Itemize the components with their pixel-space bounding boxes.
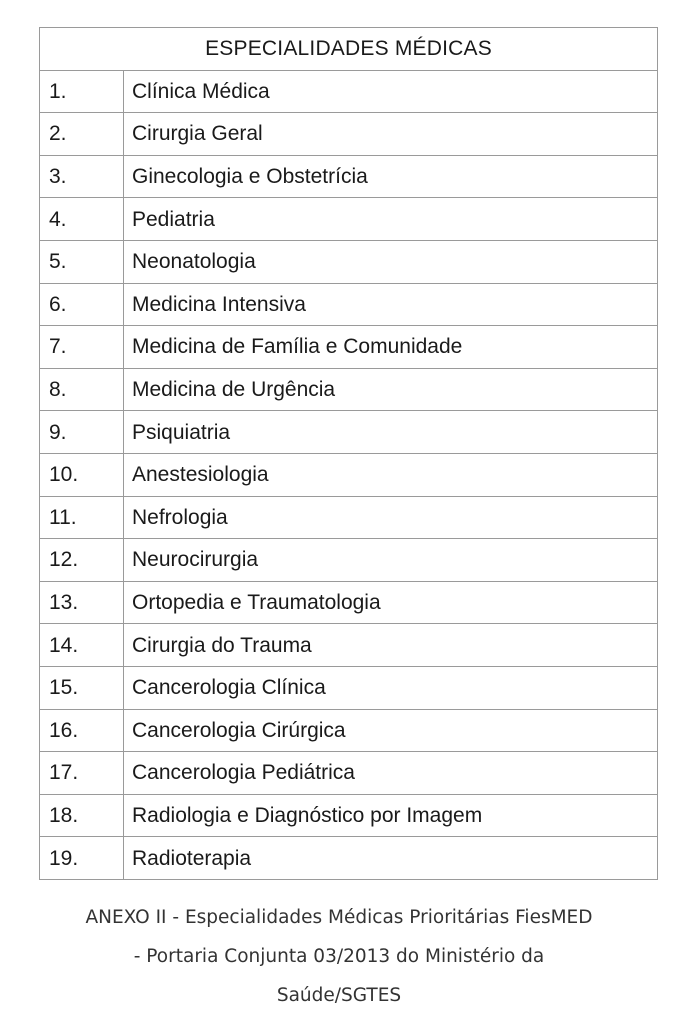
image-caption <box>20 898 658 1015</box>
table-row <box>40 709 658 752</box>
row-number: 14. <box>40 624 124 667</box>
row-number: 16. <box>40 709 124 752</box>
row-number: 6. <box>40 283 124 326</box>
row-number: 11. <box>40 496 124 539</box>
table-row <box>40 198 658 241</box>
row-specialty: Nefrologia <box>124 496 658 539</box>
row-specialty: Anestesiologia <box>124 453 658 496</box>
table-row <box>40 837 658 880</box>
table-row <box>40 155 658 198</box>
row-number: 1. <box>40 70 124 113</box>
row-specialty: Radiologia e Diagnóstico por Imagem <box>124 794 658 837</box>
row-specialty: Medicina Intensiva <box>124 283 658 326</box>
table-row <box>40 624 658 667</box>
row-number: 10. <box>40 453 124 496</box>
table-row <box>40 70 658 113</box>
row-number: 15. <box>40 666 124 709</box>
table-header-row <box>40 28 658 71</box>
row-number: 19. <box>40 837 124 880</box>
table-row <box>40 539 658 582</box>
row-number: 18. <box>40 794 124 837</box>
caption-line-3: Saúde/SGTES <box>276 985 402 1006</box>
row-number: 17. <box>40 752 124 795</box>
row-specialty: Ortopedia e Traumatologia <box>124 581 658 624</box>
table-row <box>40 326 658 369</box>
table-body <box>40 70 658 879</box>
row-specialty: Cirurgia Geral <box>124 113 658 156</box>
table-row <box>40 113 658 156</box>
table-row <box>40 368 658 411</box>
table-row <box>40 453 658 496</box>
row-number: 7. <box>40 326 124 369</box>
row-specialty: Cancerologia Clínica <box>124 666 658 709</box>
row-specialty: Neurocirurgia <box>124 539 658 582</box>
row-number: 12. <box>40 539 124 582</box>
row-specialty: Medicina de Família e Comunidade <box>124 326 658 369</box>
row-specialty: Pediatria <box>124 198 658 241</box>
table-row <box>40 794 658 837</box>
table-row <box>40 496 658 539</box>
row-number: 8. <box>40 368 124 411</box>
row-number: 4. <box>40 198 124 241</box>
specialties-table <box>39 27 658 880</box>
row-specialty: Cancerologia Cirúrgica <box>124 709 658 752</box>
row-number: 3. <box>40 155 124 198</box>
row-specialty: Cancerologia Pediátrica <box>124 752 658 795</box>
row-specialty: Cirurgia do Trauma <box>124 624 658 667</box>
table-row <box>40 240 658 283</box>
table-row <box>40 283 658 326</box>
row-specialty: Psiquiatria <box>124 411 658 454</box>
row-specialty: Ginecologia e Obstetrícia <box>124 155 658 198</box>
row-number: 5. <box>40 240 124 283</box>
specialties-table-container <box>39 27 657 880</box>
row-specialty: Medicina de Urgência <box>124 368 658 411</box>
row-specialty: Radioterapia <box>124 837 658 880</box>
caption-line-1: ANEXO II - Especialidades Médicas Prioritárias FiesMED <box>85 907 593 928</box>
table-row <box>40 581 658 624</box>
table-row <box>40 666 658 709</box>
table-header: ESPECIALIDADES MÉDICAS <box>40 28 658 71</box>
row-specialty: Neonatologia <box>124 240 658 283</box>
table-row <box>40 411 658 454</box>
caption-line-2: - Portaria Conjunta 03/2013 do Ministério da <box>133 946 545 967</box>
row-number: 13. <box>40 581 124 624</box>
row-number: 9. <box>40 411 124 454</box>
table-row <box>40 752 658 795</box>
row-specialty: Clínica Médica <box>124 70 658 113</box>
row-number: 2. <box>40 113 124 156</box>
